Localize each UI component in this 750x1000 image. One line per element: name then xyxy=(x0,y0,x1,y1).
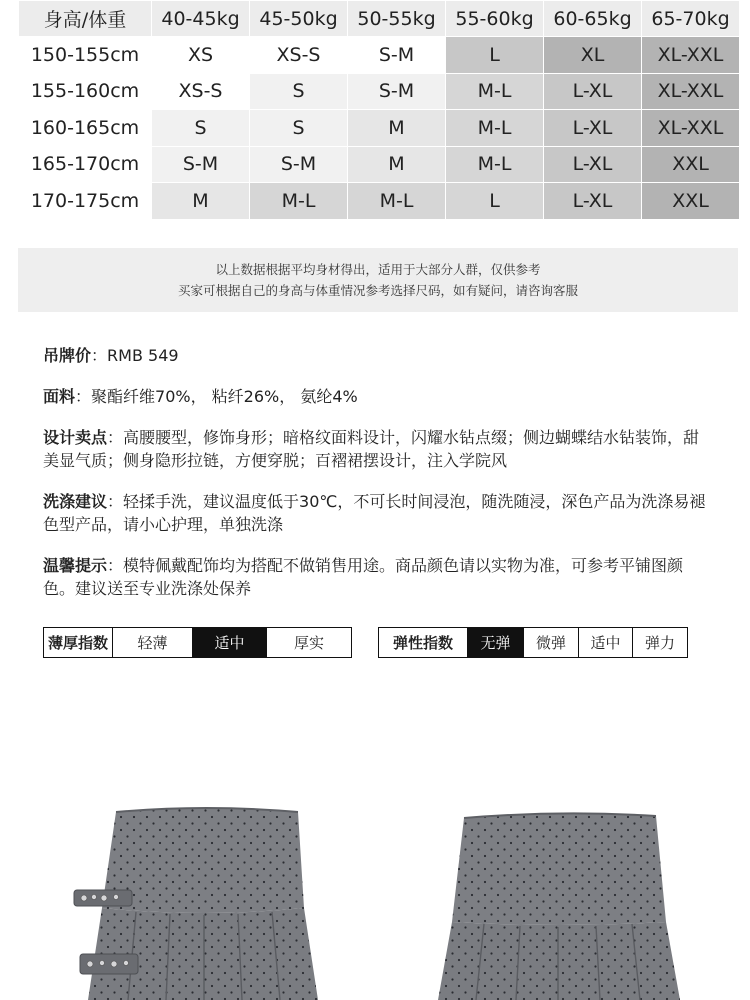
size-cell: S xyxy=(152,110,250,147)
size-cell: S-M xyxy=(348,37,446,74)
thickness-index-label: 薄厚指数 xyxy=(47,634,108,652)
design-value: 高腰腰型，修饰身形；暗格纹面料设计，闪耀水钻点缀；侧边蝴蝶结水钻装饰，甜美显气质；侧身隐形拉链，方便穿脱；百褶裙摆设计，注入学院风 xyxy=(43,428,700,470)
size-cell: XL-XXL xyxy=(642,73,740,110)
header-cell: 60-65kg xyxy=(544,1,642,37)
care-sep: ： xyxy=(107,492,124,511)
size-cell: XS xyxy=(152,37,250,74)
size-cell: S xyxy=(250,73,348,110)
thickness-option-thick: 厚实 xyxy=(266,628,351,657)
size-cell: L-XL xyxy=(544,73,642,110)
size-cell: L xyxy=(446,183,544,220)
design-sep: ： xyxy=(107,428,124,447)
size-cell: M-L xyxy=(446,110,544,147)
tips-value: 模特佩戴配饰均为搭配不做销售用途。商品颜色请以实物为准，可参考平铺图颜色。建议送至专业洗涤处保养 xyxy=(43,556,684,598)
height-cell: 160-165cm xyxy=(19,110,152,147)
header-cell: 50-55kg xyxy=(348,1,446,37)
note-line: 买家可根据自己的身高与体重情况参考选择尺码，如有疑问，请咨询客服 xyxy=(177,283,578,298)
size-cell: S-M xyxy=(348,73,446,110)
tips-label: 温馨提示 xyxy=(43,556,108,575)
price-sep: ： xyxy=(91,346,108,365)
product-info xyxy=(43,344,713,618)
size-cell: M-L xyxy=(250,183,348,220)
elasticity-index xyxy=(378,627,688,658)
size-cell: XL-XXL xyxy=(642,110,740,147)
note-line: 以上数据根据平均身材得出，适用于大部分人群，仅供参考 xyxy=(215,262,541,277)
height-cell: 170-175cm xyxy=(19,183,152,220)
care-row xyxy=(43,490,713,536)
size-cell: S-M xyxy=(152,146,250,183)
size-cell: M-L xyxy=(446,146,544,183)
elasticity-option-stretch: 弹力 xyxy=(632,628,687,657)
header-cell: 55-60kg xyxy=(446,1,544,37)
size-cell: M-L xyxy=(446,73,544,110)
tips-sep: ： xyxy=(107,556,124,575)
height-cell: 165-170cm xyxy=(19,146,152,183)
header-cell: 65-70kg xyxy=(642,1,740,37)
size-cell: L xyxy=(446,37,544,74)
header-cell: 身高/体重 xyxy=(19,1,152,37)
size-cell: S xyxy=(250,110,348,147)
table-row xyxy=(19,37,740,74)
elasticity-option-medium: 适中 xyxy=(578,628,632,657)
header-cell: 45-50kg xyxy=(250,1,348,37)
thickness-option-light: 轻薄 xyxy=(112,628,192,657)
table-row xyxy=(19,73,740,110)
elasticity-index-label: 弹性指数 xyxy=(392,634,453,652)
elasticity-option-none: 无弹 xyxy=(467,628,523,657)
size-cell: L-XL xyxy=(544,146,642,183)
size-cell: XS-S xyxy=(250,37,348,74)
care-label: 洗涤建议 xyxy=(43,492,108,511)
table-row xyxy=(19,110,740,147)
fabric-label: 面料 xyxy=(43,387,76,406)
design-row xyxy=(43,426,713,472)
size-cell: L-XL xyxy=(544,110,642,147)
size-cell: XXL xyxy=(642,146,740,183)
size-cell: M xyxy=(348,110,446,147)
size-cell: M-L xyxy=(348,183,446,220)
size-cell: XL xyxy=(544,37,642,74)
price-label: 吊牌价 xyxy=(43,346,92,365)
height-cell: 155-160cm xyxy=(19,73,152,110)
height-cell: 150-155cm xyxy=(19,37,152,74)
size-cell: M xyxy=(348,146,446,183)
fabric-sep: ： xyxy=(75,387,92,406)
price-row xyxy=(43,344,713,367)
fabric-value: 聚酯纤维70%， 粘纤26%， 氨纶4% xyxy=(91,387,358,406)
skirt-back-image xyxy=(430,800,710,1000)
fabric-row xyxy=(43,385,713,408)
thickness-index xyxy=(43,627,352,658)
size-cell: XXL xyxy=(642,183,740,220)
size-cell: XS-S xyxy=(152,73,250,110)
price-value: RMB 549 xyxy=(107,346,179,365)
care-value: 轻揉手洗，建议温度低于30℃，不可长时间浸泡，随洗随浸，深色产品为洗涤易褪色型产品，请小心护理，单独洗涤 xyxy=(43,492,706,534)
size-cell: XL-XXL xyxy=(642,37,740,74)
skirt-front-image xyxy=(66,800,346,1000)
tips-row xyxy=(43,554,713,600)
size-chart-header-row xyxy=(19,1,740,37)
size-cell: M xyxy=(152,183,250,220)
table-row xyxy=(19,183,740,220)
design-label: 设计卖点 xyxy=(43,428,108,447)
thickness-option-medium: 适中 xyxy=(192,628,266,657)
size-cell: L-XL xyxy=(544,183,642,220)
size-cell: S-M xyxy=(250,146,348,183)
elasticity-option-slight: 微弹 xyxy=(523,628,578,657)
size-chart-table xyxy=(18,0,740,220)
table-row xyxy=(19,146,740,183)
size-note-box xyxy=(18,248,738,312)
header-cell: 40-45kg xyxy=(152,1,250,37)
